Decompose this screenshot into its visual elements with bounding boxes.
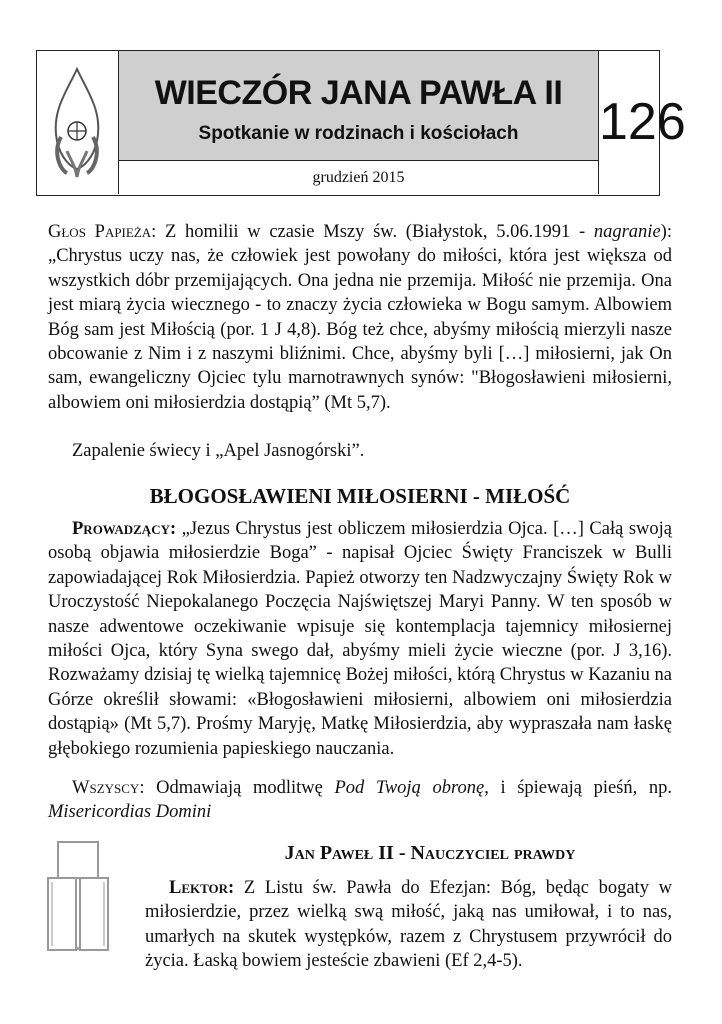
prayer-title: Pod Twoją obronę [334, 778, 485, 798]
leader-label: Prowadzący: [72, 519, 177, 539]
issue-number-cell [599, 51, 686, 194]
candle-instruction: Zapalenie świecy i „Apel Jasnogórski”. [72, 441, 365, 461]
leader-text: „Jezus Chrystus jest obliczem miłosierdzia Ojca. […] Całą swoją osobą objawia miłosierdzie Boga” - napisał Ojciec Święty Franciszek w Bulli zapowiadającej Rok Miłosierdzia. Papież otworzy ten Nadzwyczajny Święty Rok w Uroczystość Niepokalanego Poczęcia Najświętszej Maryi Panny. W ten sposób w nasze adwentowe oczekiwanie wpisuje się kontemplacja tajemnicy miłosiernej miłości Ojca, który Syna swego dał, abyśmy mieli życie wieczne (por. J 3,16). Rozważamy dzisiaj tę wielką tajemnicę Bożej miłości, którą Chrystus w Kazaniu na Górze określił słowami: «Błogosławieni miłosierni, albowiem oni miłosierdzia dostąpią» (Mt 5,7). Prośmy Maryję, Matkę Miłosierdzia, aby wypraszała nam łaskę głębokiego rozumienia papieskiego nauczania. [48, 519, 672, 759]
candle-flame-logo-icon [37, 51, 117, 191]
song-title: Misericordias Domini [48, 802, 212, 823]
title-cell [119, 51, 599, 161]
pope-quote: ): „Chrystus uczy nas, że człowiek jest powołany do miłości, która jest większa od wszystkich dóbr przemijających. Ona jedna nie przemija. Miłość nie przemija. Ona jest miarą życia wiecznego - to znaczy życia człowieka w Bogu samym. Albowiem Bóg sam jest Miłością (por. 1 J 4,8). Bóg też chce, abyśmy miłością mierzyli nasze obcowanie z Nim i z naszymi bliźnimi. Chce, abyśmy byli […] miłosierni, jak On sam, ewangeliczny Ojciec tylu marnotrawnych synów: "Błogosławieni miłosierni, albowiem oni miłosierdzia dostąpią” (Mt 5,7). [48, 222, 672, 413]
lector-paragraph [145, 876, 672, 974]
pope-voice-label: Głos Papieża [48, 222, 152, 242]
subtitle: Spotkanie w rodzinach i kościołach [198, 123, 519, 144]
section-heading-mercy: BŁOGOSŁAWIENI MIŁOSIERNI - MIŁOŚĆ [149, 484, 571, 508]
lector-text: Z Listu św. Pawła do Efezjan: Bóg, będąc bogaty w miłosierdzie, przez wielką swą miłość, jaką nas umiłował, i to nas, umarłych na skutek występków, razem z Chrystusem przywrócił do życia. Łaską bowiem jesteście zbawieni (Ef 2,4-5). [145, 878, 672, 972]
main-title: WIECZÓR JANA PAWŁA II [154, 74, 563, 112]
masthead [36, 50, 686, 196]
all-text-a: : Odmawiają modlitwę [139, 778, 335, 798]
pope-voice-source: : Z homilii w czasie Mszy św. (Białystok, 5.06.1991 - [151, 222, 594, 242]
leader-paragraph [48, 517, 672, 761]
lector-label: Lektor: [169, 878, 235, 898]
issue-date: grudzień 2015 [119, 161, 599, 194]
all-text-b: , i śpiewają pieśń, np. [484, 778, 672, 798]
all-paragraph [48, 776, 672, 825]
recording-note: nagranie [593, 222, 661, 242]
pope-voice-paragraph [48, 220, 672, 415]
all-label: Wszyscy [72, 778, 140, 798]
issue-number: 126 [599, 93, 686, 151]
open-book-icon [46, 838, 110, 958]
section-heading-teacher: Jan Paweł II - Nauczyciel prawdy [284, 842, 576, 864]
logo-cell [37, 51, 119, 194]
